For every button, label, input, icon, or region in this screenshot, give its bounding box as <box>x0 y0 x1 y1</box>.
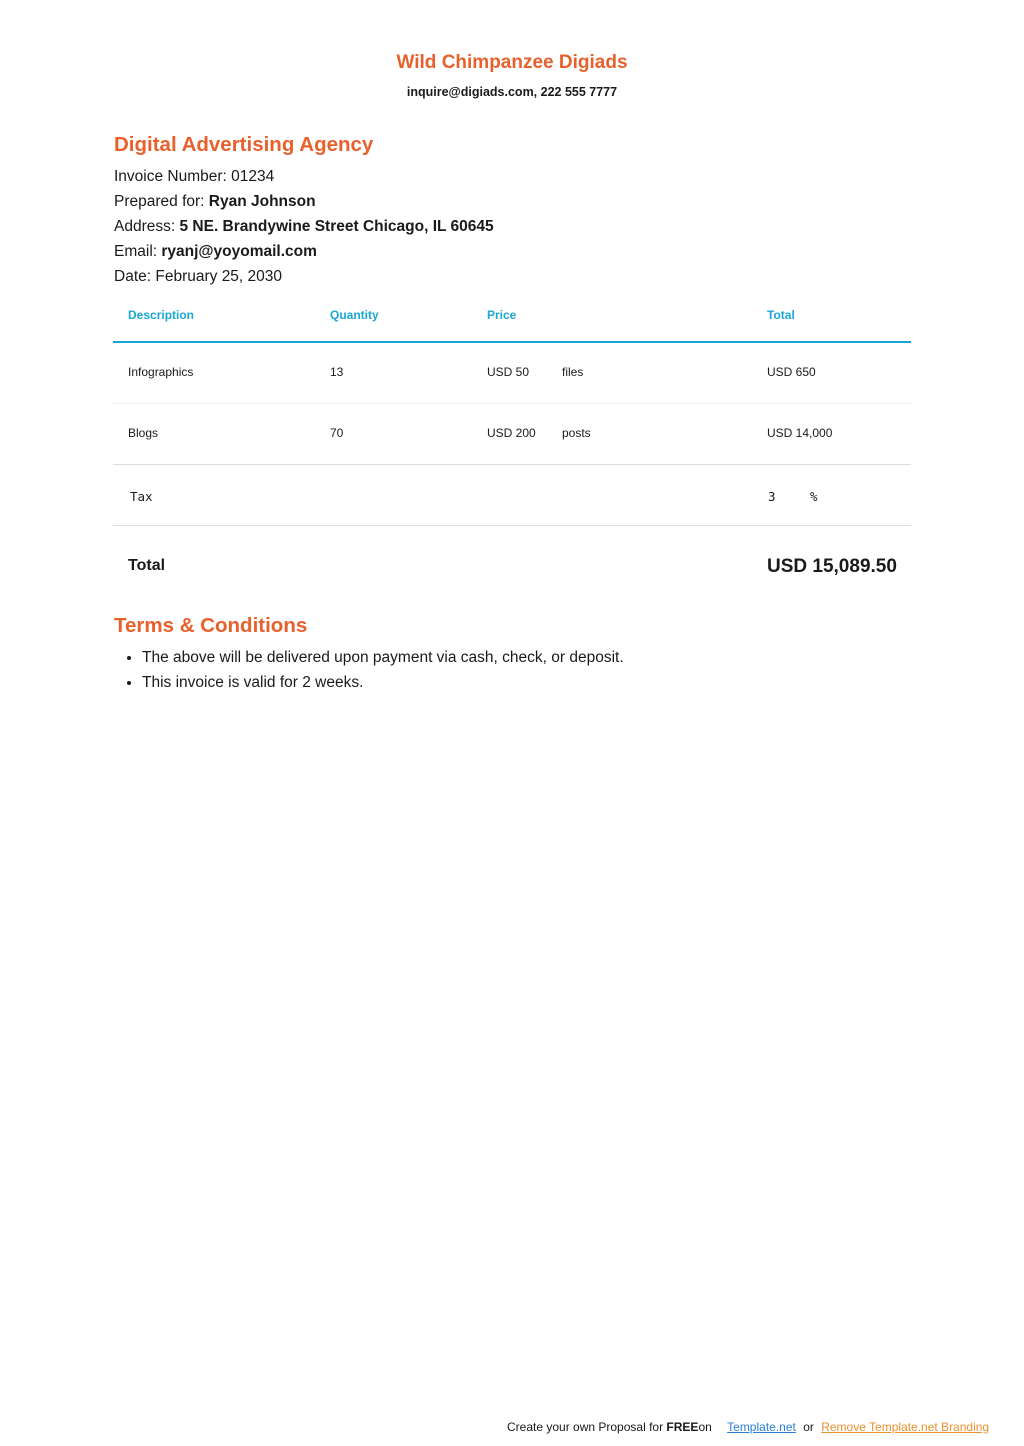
row-quantity: 13 <box>330 365 344 379</box>
email-value: ryanj@yoyomail.com <box>161 243 317 260</box>
email-label: Email: <box>114 243 162 260</box>
grand-total-row <box>113 526 911 606</box>
date-label: Date: <box>114 268 156 285</box>
branding-footer <box>507 1420 989 1434</box>
footer-on: on <box>698 1420 712 1434</box>
date-value: February 25, 2030 <box>155 268 283 285</box>
header-quantity: Quantity <box>330 308 379 322</box>
footer-prefix: Create your own Proposal for <box>507 1420 667 1434</box>
row-quantity: 70 <box>330 426 344 440</box>
company-name: Wild Chimpanzee Digiads <box>396 52 628 73</box>
template-net-link[interactable]: Template.net <box>727 1420 796 1434</box>
list-item: • The above will be delivered upon payment via cash, check, or deposit. <box>142 645 624 670</box>
remove-branding-link[interactable]: Remove Template.net Branding <box>821 1420 990 1434</box>
row-unit: posts <box>562 426 591 440</box>
address-label: Address: <box>114 218 180 235</box>
row-total: USD 14,000 <box>767 426 833 440</box>
invoice-number-value: 01234 <box>231 168 275 185</box>
table-header <box>113 296 911 343</box>
tax-value: 3 <box>768 489 776 504</box>
row-description: Blogs <box>128 426 159 440</box>
footer-or: or <box>803 1420 814 1434</box>
invoice-number-label: Invoice Number: <box>114 168 232 185</box>
grand-total-label: Total <box>128 557 166 574</box>
header-description: Description <box>128 308 195 322</box>
client-info <box>114 164 494 289</box>
prepared-for-label: Prepared for: <box>114 193 209 210</box>
agency-title: Digital Advertising Agency <box>114 133 374 156</box>
row-total: USD 650 <box>767 365 816 379</box>
table-row <box>113 343 911 404</box>
tax-row <box>113 465 911 526</box>
list-item: • This invoice is valid for 2 weeks. <box>142 670 624 695</box>
row-price: USD 50 <box>487 365 530 379</box>
tax-label: Tax <box>130 489 153 504</box>
row-description: Infographics <box>128 365 194 379</box>
invoice-number-line <box>114 164 494 189</box>
email-line <box>114 239 494 264</box>
row-unit: files <box>562 365 584 379</box>
address-value: 5 NE. Brandywine Street Chicago, IL 60645 <box>179 218 494 235</box>
prepared-for-line <box>114 189 494 214</box>
company-contact: inquire@digiads.com, 222 555 7777 <box>406 85 618 99</box>
grand-total-value: USD 15,089.50 <box>767 556 897 577</box>
row-price: USD 200 <box>487 426 536 440</box>
items-table <box>113 296 911 606</box>
terms-title: Terms & Conditions <box>114 614 308 637</box>
address-line <box>114 214 494 239</box>
tax-percent-sign: % <box>810 489 818 504</box>
prepared-for-name: Ryan Johnson <box>208 193 316 210</box>
header-total: Total <box>767 308 795 322</box>
footer-free: FREE <box>666 1420 699 1434</box>
date-line <box>114 264 494 289</box>
terms-list <box>142 645 624 695</box>
header-price: Price <box>487 308 517 322</box>
table-row <box>113 404 911 465</box>
